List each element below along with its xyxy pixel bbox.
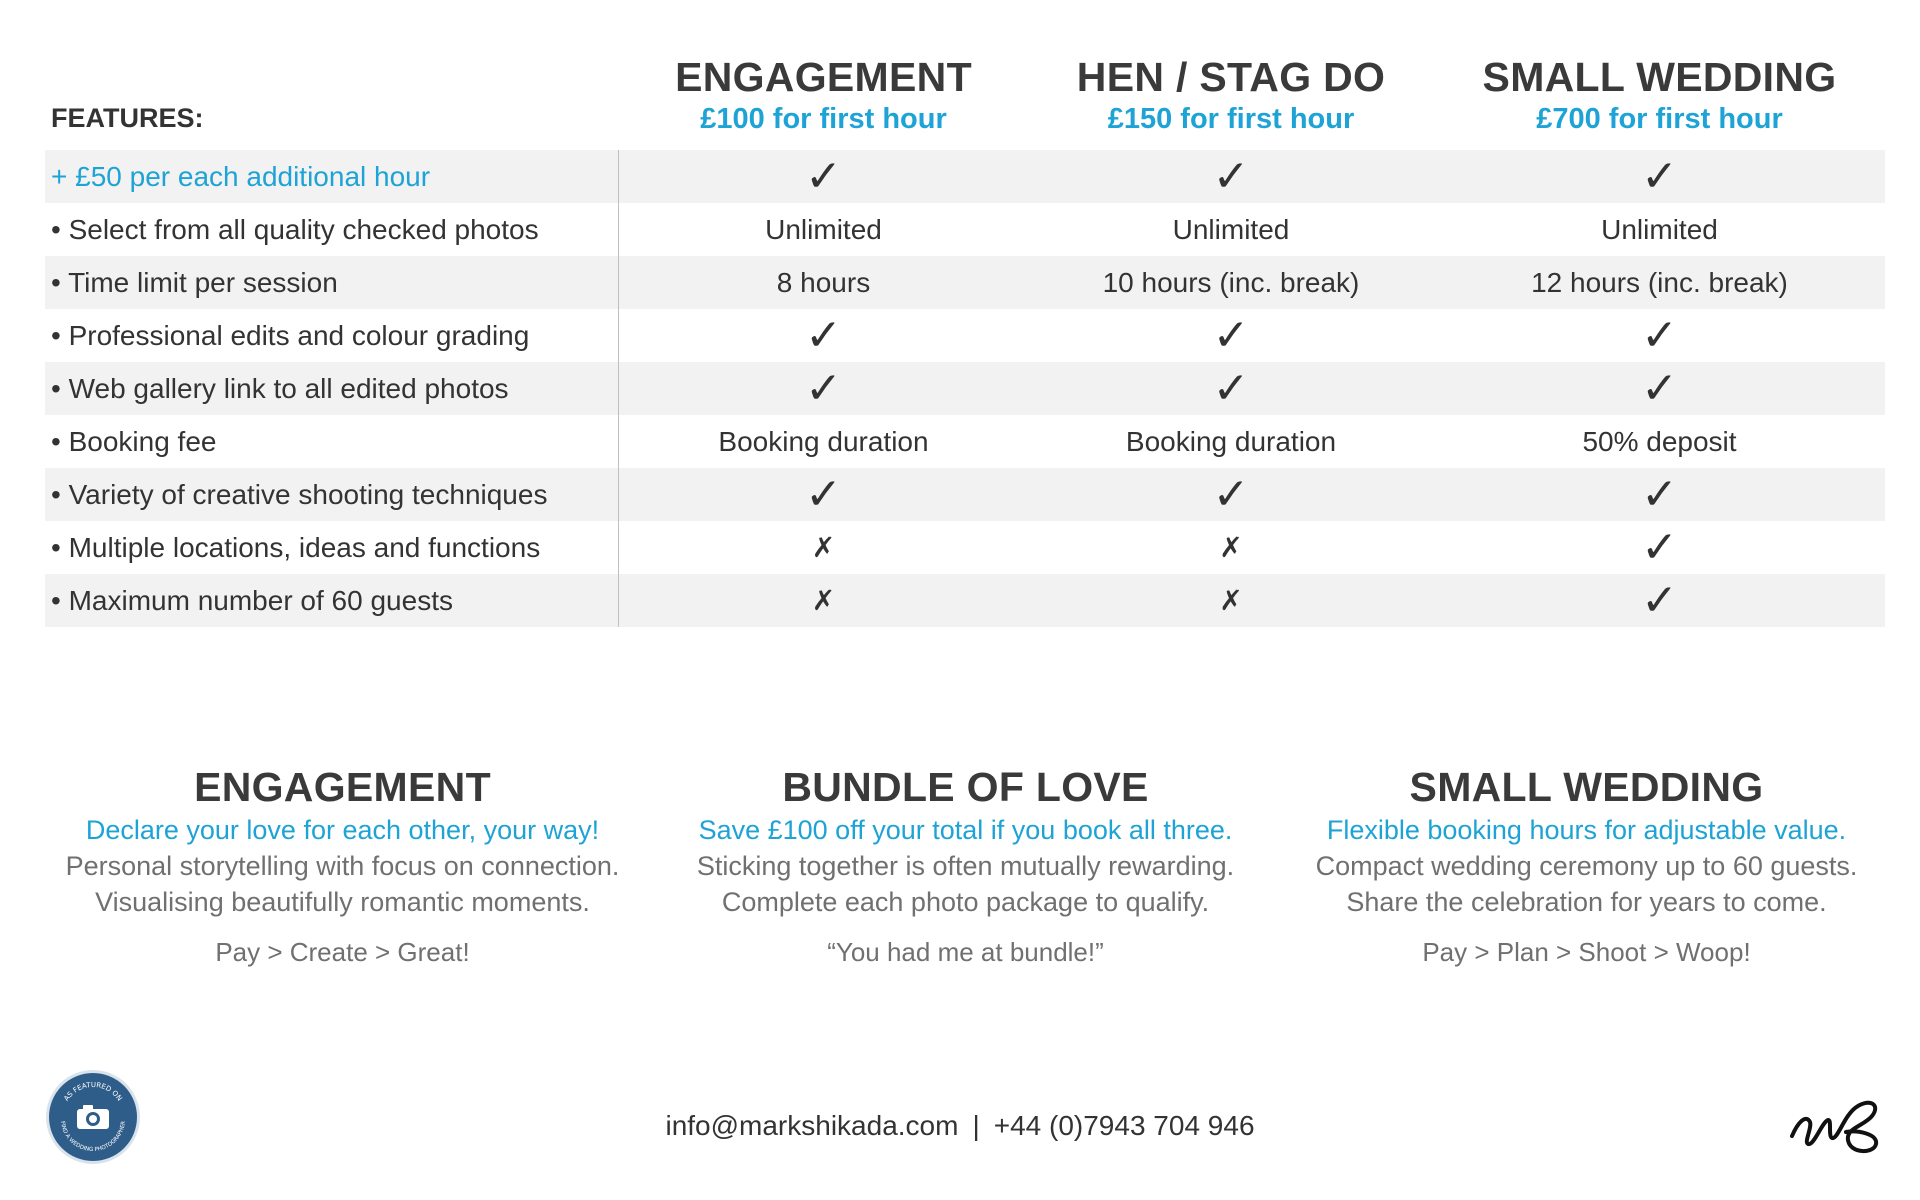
value-cell [1434,203,1885,256]
check-icon: ✓ [1641,310,1678,360]
feature-label: • Variety of creative shooting techniques [45,468,619,521]
value-text: 12 hours (inc. break) [1531,266,1788,298]
value-text: 8 hours [776,266,871,298]
promo-title: ENGAGEMENT [194,764,491,810]
cross-icon: ✗ [811,531,836,563]
check-icon: ✓ [1212,310,1250,360]
promo-description-line: Sticking together is often mutually rewarding. [696,851,1235,881]
promo-slogan: Pay > Create > Great! [215,937,470,967]
value-cell [1028,150,1434,203]
value-cell [1028,415,1434,468]
value-cell [1028,468,1434,521]
package-price: £700 for first hour [1536,103,1783,135]
table-header [45,50,1885,150]
promo-tagline: Save £100 off your total if you book all three. [698,815,1233,845]
feature-label: • Multiple locations, ideas and functions [45,521,619,574]
value-cell [1434,150,1885,203]
cross-icon: ✗ [1219,531,1243,563]
value-cell [619,362,1028,415]
check-icon: ✓ [1212,363,1250,413]
feature-label: • Professional edits and colour grading [45,309,619,362]
value-cell [1028,309,1434,362]
table-row [45,574,1885,627]
check-icon: ✓ [1641,469,1678,519]
pricing-table [45,50,1885,627]
value-cell [619,309,1028,362]
promo-description-line: Personal storytelling with focus on connection. [65,851,620,881]
check-icon: ✓ [1212,151,1250,201]
promo-description-line: Share the celebration for years to come. [1346,887,1827,917]
value-text: Unlimited [1172,213,1290,245]
package-name: HEN / STAG DO [1076,54,1386,100]
promo-tagline: Flexible booking hours for adjustable value. [1326,815,1847,845]
table-row [45,309,1885,362]
value-cell [619,468,1028,521]
features-label: FEATURES: [51,103,204,133]
check-icon: ✓ [805,469,842,519]
feature-label: • Web gallery link to all edited photos [45,362,619,415]
value-cell [619,521,1028,574]
cross-icon: ✗ [1219,584,1243,616]
contact-phone[interactable]: +44 (0)7943 704 946 [993,1110,1255,1141]
cross-icon: ✗ [811,584,836,616]
feature-label: • Maximum number of 60 guests [45,574,619,627]
table-row [45,256,1885,309]
package-header-small-wedding [1434,54,1885,150]
value-cell [1434,309,1885,362]
badge-text-bottom: FIND A WEDDING PHOTOGRAPHER [59,1120,127,1154]
feature-label: • Booking fee [45,415,619,468]
signature-icon [1788,1092,1884,1162]
package-price: £100 for first hour [700,103,947,135]
value-cell [1434,415,1885,468]
promo-engagement [40,762,645,970]
value-text: Booking duration [1125,425,1337,457]
table-row [45,150,1885,203]
value-cell [1434,256,1885,309]
table-body [45,150,1885,627]
promo-description-line: Compact wedding ceremony up to 60 guests. [1315,851,1858,881]
promo-small-wedding [1284,762,1889,970]
value-text: Booking duration [718,425,929,457]
feature-label: + £50 per each additional hour [45,150,619,203]
value-cell [619,415,1028,468]
value-cell [1028,574,1434,627]
promo-description-line: Visualising beautifully romantic moments. [95,887,590,917]
check-icon: ✓ [1641,522,1678,572]
value-cell [1434,521,1885,574]
package-header-engagement [619,54,1028,150]
contact-line [0,1110,1920,1142]
promo-bundle-of-love [663,762,1268,970]
package-name: ENGAGEMENT [675,54,972,100]
feature-label: • Select from all quality checked photos [45,203,619,256]
check-icon: ✓ [1641,151,1678,201]
feature-label: • Time limit per session [45,256,619,309]
value-cell [1028,203,1434,256]
table-row [45,468,1885,521]
value-cell [619,256,1028,309]
check-icon: ✓ [1212,469,1250,519]
value-cell [1028,256,1434,309]
contact-email[interactable]: info@markshikada.com [665,1110,959,1141]
value-cell [1434,574,1885,627]
table-row [45,362,1885,415]
contact-separator: | [972,1110,980,1141]
promo-title: SMALL WEDDING [1409,764,1764,810]
table-row [45,203,1885,256]
value-cell [1434,468,1885,521]
value-cell [1028,362,1434,415]
promo-slogan: “You had me at bundle!” [827,937,1104,967]
promo-title: BUNDLE OF LOVE [782,764,1149,810]
package-header-hen-stag [1028,54,1434,150]
check-icon: ✓ [805,363,842,413]
package-price: £150 for first hour [1107,103,1355,135]
package-name: SMALL WEDDING [1482,54,1837,100]
table-row [45,415,1885,468]
check-icon: ✓ [1641,575,1678,625]
value-cell [1434,362,1885,415]
promo-slogan: Pay > Plan > Shoot > Woop! [1422,937,1751,967]
check-icon: ✓ [805,151,842,201]
value-text: Unlimited [765,213,882,245]
value-cell [619,150,1028,203]
table-row [45,521,1885,574]
value-cell [619,203,1028,256]
value-text: 50% deposit [1582,425,1737,457]
value-text: Unlimited [1601,213,1718,245]
promo-description-line: Complete each photo package to qualify. [721,887,1210,917]
badge-text-top: AS FEATURED ON [62,1080,124,1103]
check-icon: ✓ [805,310,842,360]
promo-tagline: Declare your love for each other, your way! [85,815,600,845]
value-cell [619,574,1028,627]
value-cell [1028,521,1434,574]
check-icon: ✓ [1641,363,1678,413]
value-text: 10 hours (inc. break) [1102,266,1360,298]
